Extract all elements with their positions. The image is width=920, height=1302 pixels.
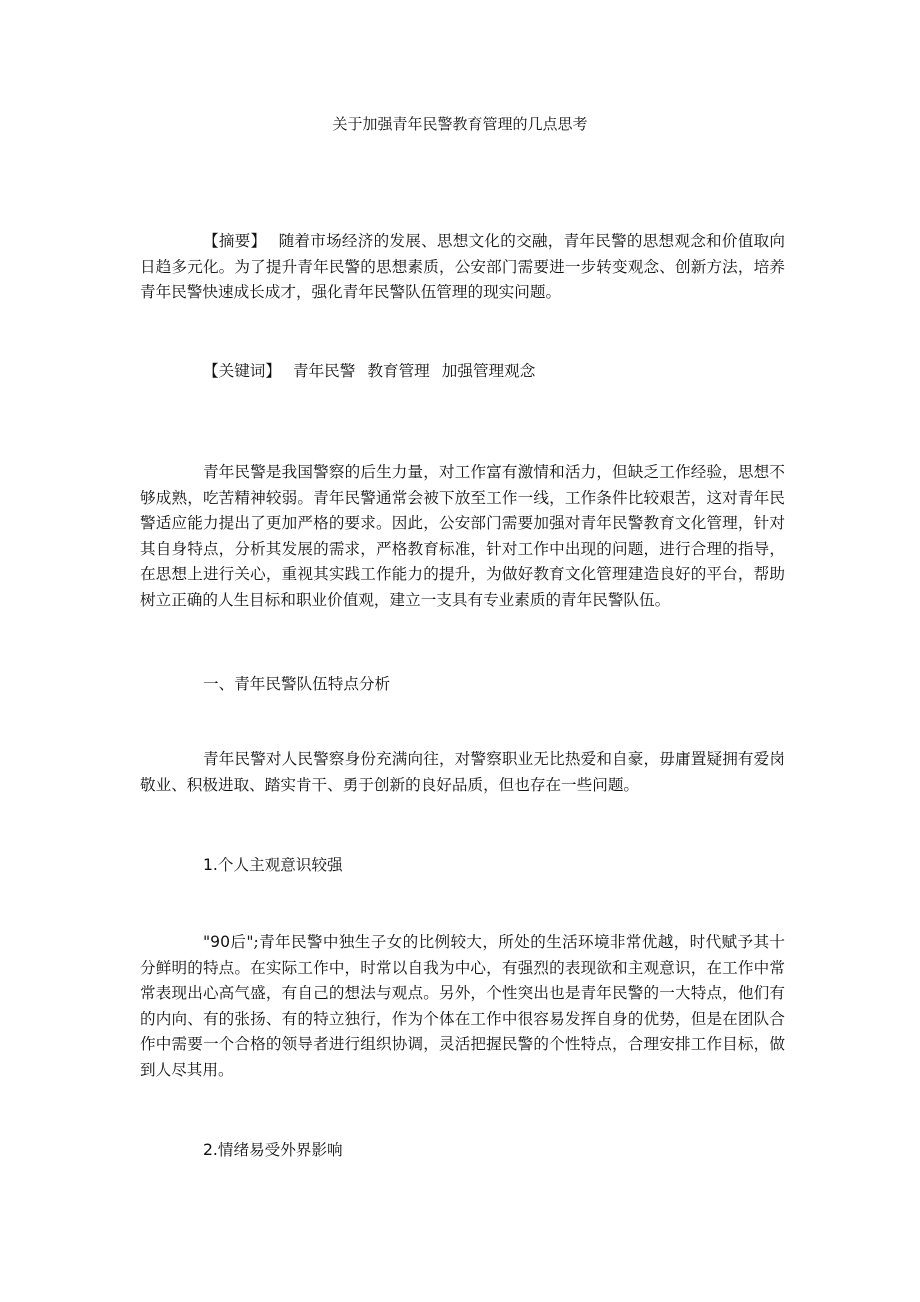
intro-paragraph: 青年民警是我国警察的后生力量，对工作富有激情和活力，但缺乏工作经验，思想不够成熟，吃苦精神较弱。青年民警通常会被下放至工作一线，工作条件比较艰苦，这对青年民警适应能力提出了更加严格的要求。因此，公安部门需要加强对青年民警教育文化管理，针对其自身特点，分析其发展的需求，严格教育标准，针对工作中出现的问题，进行合理的指导，在思想上进行关心，重视其实践工作能力的提升，为做好教育文化管理建造良好的平台，帮助树立正确的人生目标和职业价值观，建立一支具有专业素质的青年民警队伍。: [140, 463, 785, 609]
subsection1-paragraph-text: 后";青年民警中独生子女的比例较大，所处的生活环境非常优越，时代赋予其十分鲜明的特点。在实际工作中，时常以自我为中心，有强烈的表现欲和主观意识，在工作中常常表现出心高气盛，有自己的想法与观点。另外，个性突出也是青年民警的一大特点，他们有的内向、有的张扬、有的特立独行，作为个体在工作中很容易发挥自身的优势，但是在团队合作中需要一个合格的领导者进行组织协调，灵活把握民警的个性特点，合理安排工作目标，做到人尽其用。: [140, 933, 785, 1079]
document-title: 关于加强青年民警教育管理的几点思考: [332, 115, 588, 133]
keyword-item: 教育管理: [367, 362, 430, 380]
section1-heading: 一、青年民警队伍特点分析: [203, 675, 391, 693]
keyword-item: 加强管理观念: [441, 362, 536, 380]
subsection2-title: 情绪易受外界影响: [217, 1141, 343, 1159]
keywords-line: [203, 359, 535, 385]
keywords-label: 【关键词】: [203, 362, 281, 380]
subsection2-heading: [203, 1138, 343, 1164]
section1-paragraph: 青年民警对人民警察身份充满向往，对警察职业无比热爱和自豪，毋庸置疑拥有爱岗敬业、积极进取、踏实肯干、勇于创新的良好品质，但也存在一些问题。: [140, 750, 785, 794]
subsection1-number: 1.: [203, 856, 218, 874]
keyword-item: 青年民警: [292, 362, 356, 380]
subsection1-heading: [203, 853, 343, 879]
subsection1-title: 个人主观意识较强: [217, 856, 343, 874]
abstract-paragraph: [140, 229, 785, 306]
abstract-label: 【摘要】: [203, 232, 267, 250]
subsection1-paragraph: [140, 930, 785, 1084]
subsection2-number: 2.: [203, 1141, 218, 1159]
quote-prefix: "90: [203, 933, 231, 951]
abstract-text: 随着市场经济的发展、思想文化的交融，青年民警的思想观念和价值取向日趋多元化。为了提升青年民警的思想素质，公安部门需要进一步转变观念、创新方法，培养青年民警快速成长成才，强化青年民警队伍管理的现实问题。: [140, 232, 785, 302]
